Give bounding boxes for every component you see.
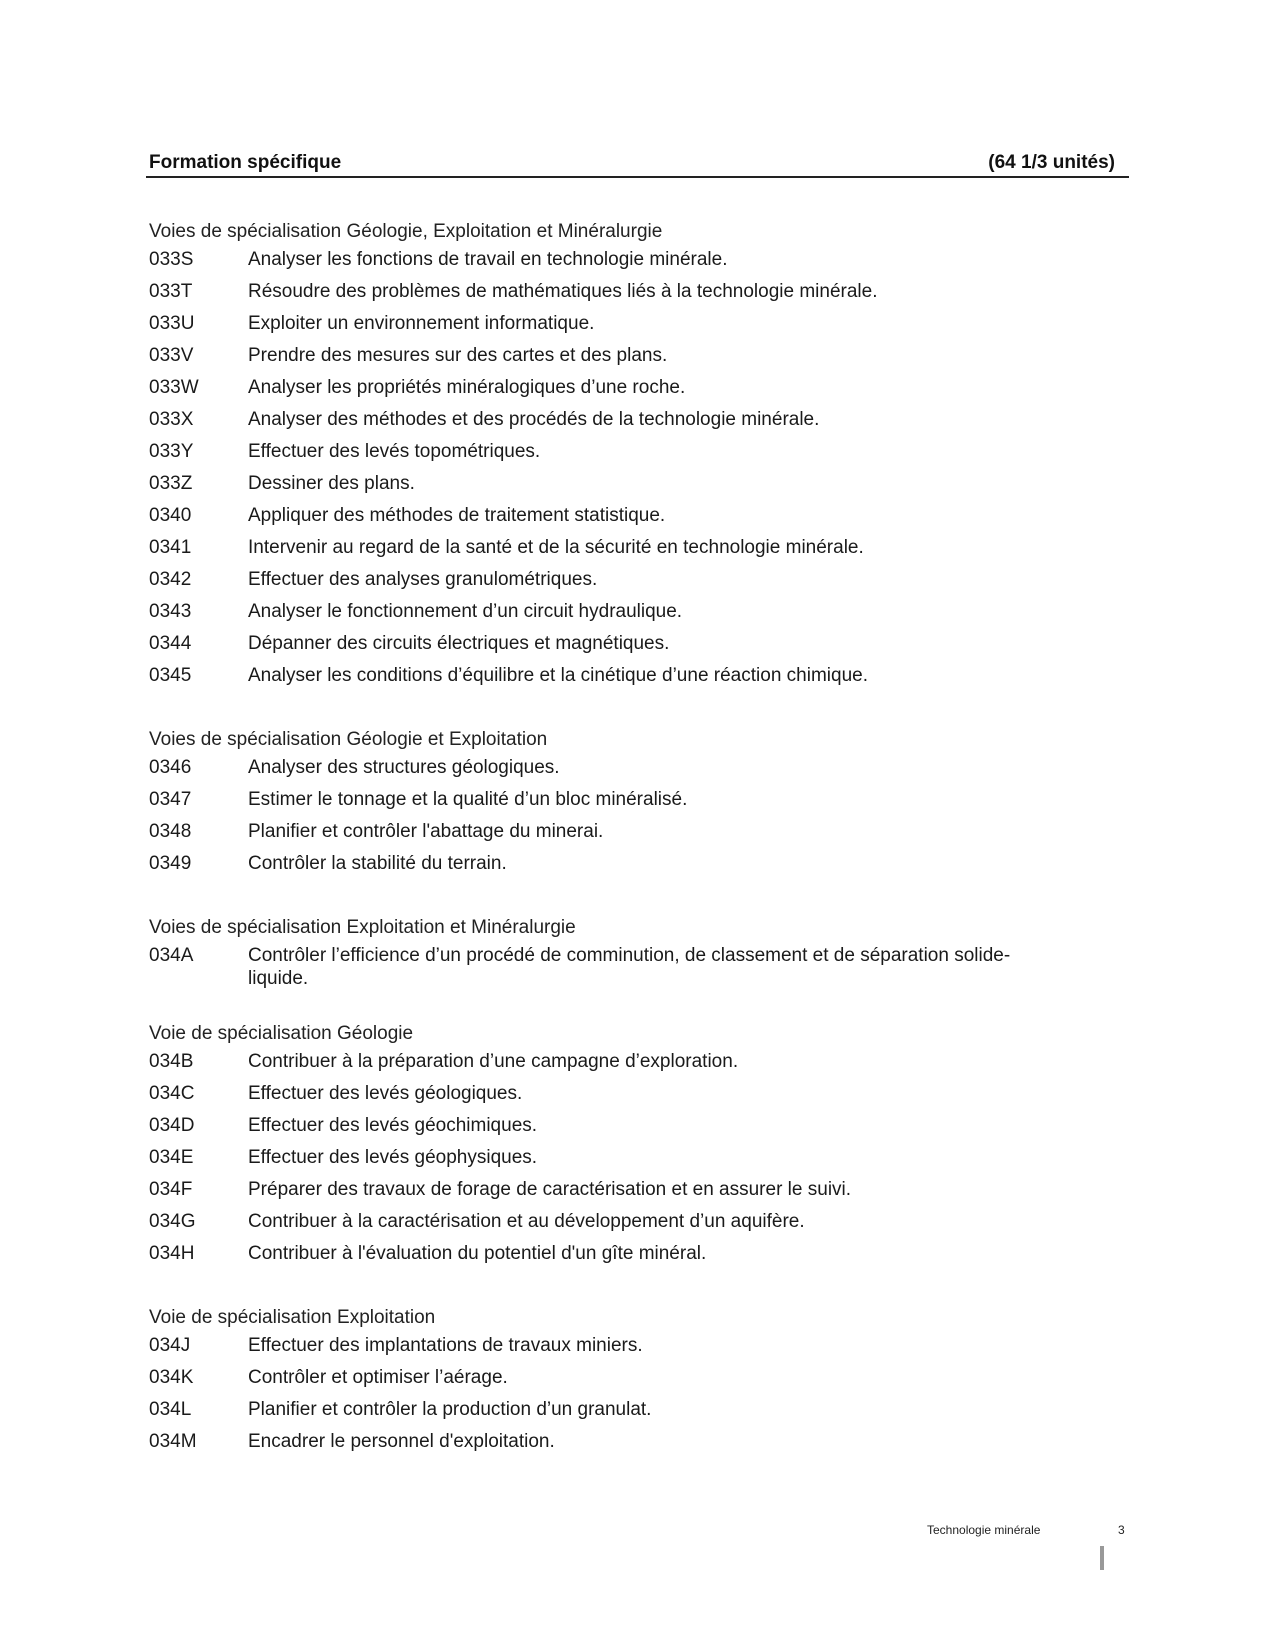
- competency-description: Planifier et contrôler l'abattage du minerai.: [248, 821, 604, 842]
- competency-description: Préparer des travaux de forage de caractérisation et en assurer le suivi.: [248, 1179, 852, 1200]
- competency-code: 033X: [149, 409, 194, 430]
- competency-description: Intervenir au regard de la santé et de la sécurité en technologie minérale.: [248, 537, 864, 558]
- competency-item: [149, 504, 1089, 536]
- competency-item: [149, 664, 1089, 696]
- competency-description: Planifier et contrôler la production d’un granulat.: [248, 1399, 652, 1420]
- section-title: Voie de spécialisation Géologie: [149, 1023, 414, 1044]
- competency-item: [149, 632, 1089, 664]
- competency-code: 033W: [149, 377, 199, 398]
- competency-item: [149, 1210, 1089, 1242]
- competency-code: 034E: [149, 1147, 194, 1168]
- footer-label: Technologie minérale: [927, 1523, 1041, 1537]
- competency-description: Prendre des mesures sur des cartes et des plans.: [248, 345, 668, 366]
- competency-code: 034F: [149, 1179, 193, 1200]
- competency-item: [149, 280, 1089, 312]
- competency-description: Contribuer à la préparation d’une campagne d’exploration.: [248, 1051, 739, 1072]
- competency-description: Encadrer le personnel d'exploitation.: [248, 1431, 555, 1452]
- specialization-section: [149, 1018, 1089, 1274]
- competency-code: 0349: [149, 853, 192, 874]
- competency-description: Appliquer des méthodes de traitement statistique.: [248, 505, 666, 526]
- competency-code: 034D: [149, 1115, 195, 1136]
- competency-description: Effectuer des analyses granulométriques.: [248, 569, 598, 590]
- competency-item: [149, 248, 1089, 280]
- competency-description: Analyser des méthodes et des procédés de la technologie minérale.: [248, 409, 820, 430]
- competency-item: [149, 536, 1089, 568]
- competency-description: Dépanner des circuits électriques et magnétiques.: [248, 633, 670, 654]
- competency-code: 034K: [149, 1367, 194, 1388]
- competency-item: [149, 568, 1089, 600]
- competency-description: Analyser les conditions d’équilibre et la cinétique d’une réaction chimique.: [248, 665, 868, 686]
- competency-description: Contribuer à la caractérisation et au développement d’un aquifère.: [248, 1211, 805, 1232]
- competency-description: Contrôler et optimiser l’aérage.: [248, 1367, 508, 1388]
- competency-item: [149, 376, 1089, 408]
- section-header: [146, 148, 1129, 178]
- competency-item: [149, 1242, 1089, 1274]
- competency-item: [149, 312, 1089, 344]
- competency-description: Analyser les fonctions de travail en technologie minérale.: [248, 249, 728, 270]
- competency-code: 034A: [149, 945, 194, 966]
- competency-description: Dessiner des plans.: [248, 473, 415, 494]
- competency-description: Analyser des structures géologiques.: [248, 757, 560, 778]
- competency-description: Effectuer des levés géochimiques.: [248, 1115, 538, 1136]
- competency-description: Effectuer des levés topométriques.: [248, 441, 541, 462]
- competency-code: 034H: [149, 1243, 195, 1264]
- competency-description: Exploiter un environnement informatique.: [248, 313, 595, 334]
- competency-description: Effectuer des implantations de travaux miniers.: [248, 1335, 643, 1356]
- competency-code: 033S: [149, 249, 194, 270]
- competency-item: [149, 852, 1089, 884]
- section-title: Voie de spécialisation Exploitation: [149, 1307, 436, 1328]
- competency-item: [149, 408, 1089, 440]
- competency-code: 034L: [149, 1399, 192, 1420]
- competency-item: [149, 1178, 1089, 1210]
- competency-code: 0347: [149, 789, 192, 810]
- competency-description: Contrôler la stabilité du terrain.: [248, 853, 507, 874]
- competency-code: 0340: [149, 505, 192, 526]
- specialization-section: [149, 1302, 1089, 1462]
- competency-description: Contribuer à l'évaluation du potentiel d'un gîte minéral.: [248, 1243, 707, 1264]
- competency-code: 033V: [149, 345, 194, 366]
- competency-item: [149, 440, 1089, 472]
- competency-item: [149, 344, 1089, 376]
- competency-list: [149, 216, 1089, 1490]
- competency-item: [149, 944, 1089, 990]
- competency-item: [149, 1050, 1089, 1082]
- competency-item: [149, 788, 1089, 820]
- footer-bar: [1100, 1546, 1104, 1570]
- page-number: 3: [1118, 1523, 1125, 1537]
- section-title: Voies de spécialisation Géologie et Exploitation: [149, 729, 548, 750]
- competency-code: 033T: [149, 281, 193, 302]
- competency-item: [149, 472, 1089, 504]
- competency-code: 034M: [149, 1431, 197, 1452]
- competency-code: 0346: [149, 757, 192, 778]
- competency-item: [149, 1398, 1089, 1430]
- competency-description: Effectuer des levés géologiques.: [248, 1083, 523, 1104]
- section-title: Voies de spécialisation Géologie, Exploitation et Minéralurgie: [149, 221, 663, 242]
- specialization-section: [149, 912, 1089, 990]
- competency-item: [149, 1334, 1089, 1366]
- competency-item: [149, 1114, 1089, 1146]
- competency-item: [149, 756, 1089, 788]
- header-title: Formation spécifique: [149, 152, 342, 173]
- competency-description: Estimer le tonnage et la qualité d’un bloc minéralisé.: [248, 789, 688, 810]
- competency-item: [149, 1430, 1089, 1462]
- competency-code: 034G: [149, 1211, 196, 1232]
- competency-code: 0345: [149, 665, 192, 686]
- competency-code: 034J: [149, 1335, 191, 1356]
- competency-item: [149, 820, 1089, 852]
- competency-code: 034C: [149, 1083, 195, 1104]
- competency-description: Analyser le fonctionnement d’un circuit hydraulique.: [248, 601, 683, 622]
- competency-code: 033Z: [149, 473, 193, 494]
- competency-code: 0341: [149, 537, 192, 558]
- competency-description: Résoudre des problèmes de mathématiques liés à la technologie minérale.: [248, 281, 878, 302]
- competency-item: [149, 600, 1089, 632]
- competency-code: 0344: [149, 633, 192, 654]
- competency-code: 0342: [149, 569, 192, 590]
- competency-code: 034B: [149, 1051, 194, 1072]
- specialization-section: [149, 216, 1089, 696]
- specialization-section: [149, 724, 1089, 884]
- competency-item: [149, 1366, 1089, 1398]
- competency-item: [149, 1146, 1089, 1178]
- competency-description: Contrôler l’efficience d’un procédé de comminution, de classement et de séparation solide-liquide.: [248, 945, 1011, 989]
- competency-description: Analyser les propriétés minéralogiques d’une roche.: [248, 377, 686, 398]
- competency-description: Effectuer des levés géophysiques.: [248, 1147, 538, 1168]
- competency-code: 033U: [149, 313, 195, 334]
- competency-code: 0343: [149, 601, 192, 622]
- competency-code: 033Y: [149, 441, 194, 462]
- competency-item: [149, 1082, 1089, 1114]
- header-units: (64 1/3 unités): [988, 152, 1115, 173]
- section-title: Voies de spécialisation Exploitation et Minéralurgie: [149, 917, 576, 938]
- competency-code: 0348: [149, 821, 192, 842]
